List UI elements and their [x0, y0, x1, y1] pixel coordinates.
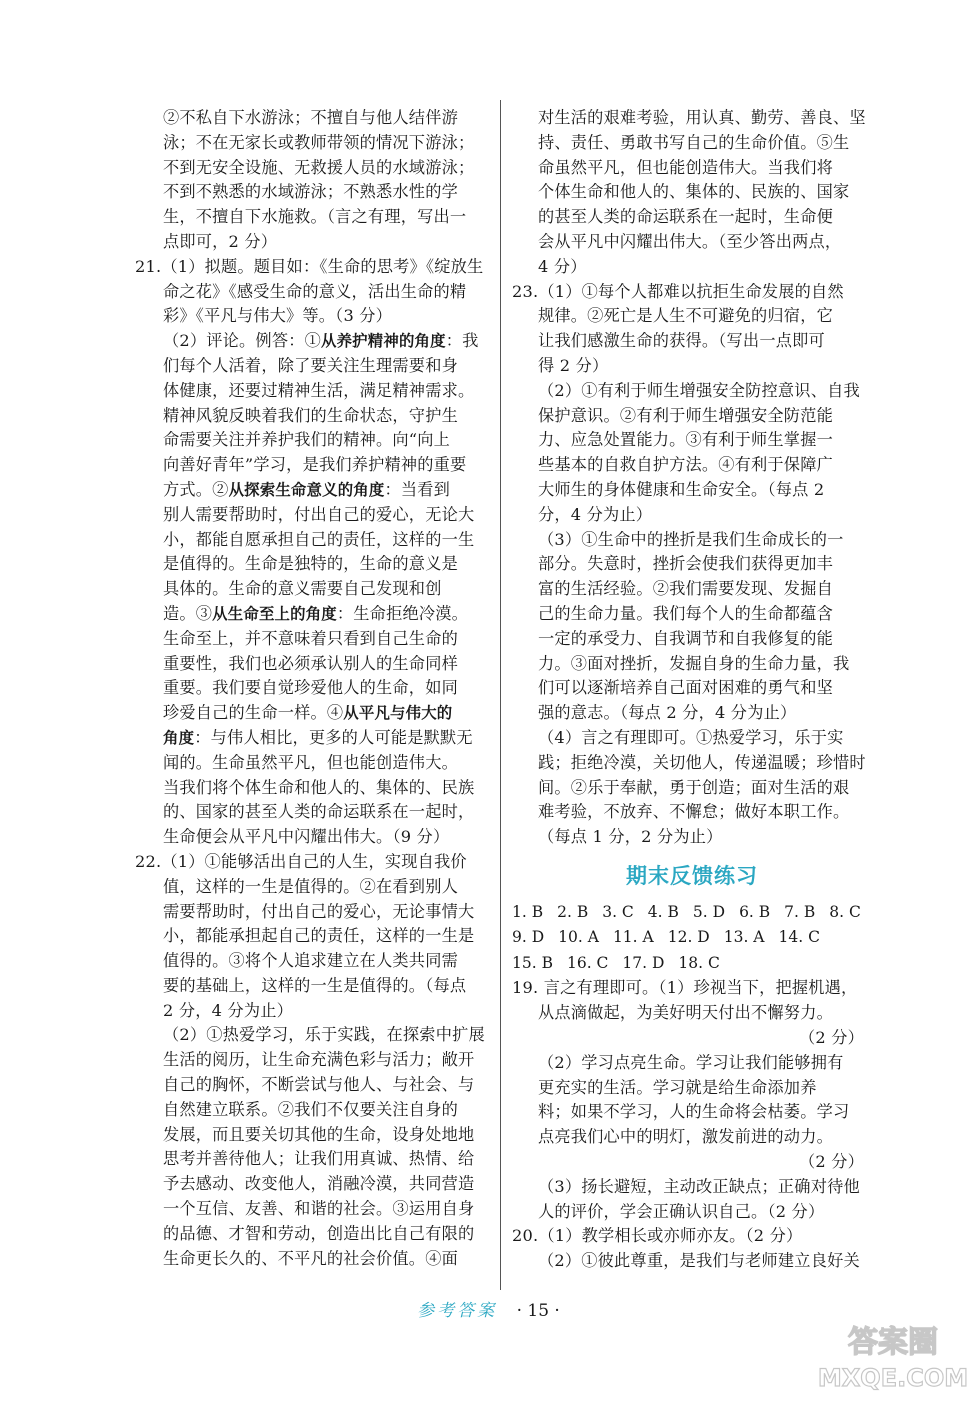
text-line [512, 676, 872, 701]
line-text: 值，这样的一生是值得的。②在看到别人 [163, 876, 458, 896]
text-line [135, 478, 485, 503]
text-line [135, 1098, 485, 1123]
text-line [512, 528, 872, 553]
line-text: （2）①彼此尊重，是我们与老师建立良好关 [538, 1251, 860, 1271]
text-line [135, 875, 485, 900]
text-line [135, 1197, 485, 1222]
line-text: 4 分） [538, 256, 587, 276]
answer-item: 14. C [778, 928, 820, 947]
text-line [135, 205, 485, 230]
text-line [512, 255, 872, 280]
text-line [135, 974, 485, 999]
text-line [135, 156, 485, 181]
line-text: 保护意识。②有利于师生增强安全防范能 [538, 405, 833, 425]
watermark-text-top: 答案圈 [848, 1325, 938, 1360]
text-line [512, 205, 872, 230]
line-text: 强的意志。（每点 2 分，4 分为止） [538, 703, 797, 723]
line-text: 值得的。③将个人追求建立在人类共同需 [163, 951, 458, 971]
answer-item: 3. C [602, 902, 634, 921]
text-line [135, 552, 485, 577]
line-text-tail: ：当看到 [384, 479, 451, 499]
section-title: 期末反馈练习 [626, 863, 758, 888]
text-line [135, 800, 485, 825]
text-line [135, 999, 485, 1024]
line-text: 是值得的。生命是独特的，生命的意义是 [163, 554, 458, 574]
text-line [512, 230, 872, 255]
line-text: （3）扬长避短，主动改正缺点；正确对待他 [538, 1176, 860, 1196]
answer-item: 10. A [558, 928, 599, 947]
text-line [512, 478, 872, 503]
line-text: （2 分） [798, 1151, 864, 1171]
answer-row [512, 900, 872, 926]
text-line [135, 1172, 485, 1197]
line-text-tail: ：我 [445, 331, 479, 351]
line-text: 2 分，4 分为止） [163, 1000, 294, 1020]
text-line [512, 304, 872, 329]
line-text: 命虽然平凡，但也能创造伟大。当我们将 [538, 157, 833, 177]
answer-item: 9. D [512, 928, 545, 947]
answer-item: 13. A [723, 928, 765, 947]
text-line [135, 676, 485, 701]
line-text: 生命至上，并不意味着只看到自己生命的 [163, 628, 458, 648]
text-line [512, 726, 872, 751]
text-line [135, 404, 485, 429]
text-line [512, 453, 872, 478]
text-line [512, 1224, 872, 1249]
text-line [135, 1123, 485, 1148]
line-text: 持、责任、勇敢书写自己的生命价值。⑤生 [538, 132, 850, 152]
text-line [512, 1001, 872, 1026]
line-text: 个体生命和他人的、集体的、民族的、国家 [538, 182, 850, 202]
line-text: 一定的承受力、自我调节和自我修复的能 [538, 628, 833, 648]
text-line [512, 800, 872, 825]
line-text: 的、国家的甚至人类的命运联系在一起时， [163, 802, 475, 822]
text-line [512, 1150, 872, 1175]
line-text: 方式。② [163, 479, 229, 499]
line-text: 部分。失意时，挫折会使我们获得更加丰 [538, 554, 833, 574]
line-text: （3）①生命中的挫折是我们生命成长的一 [538, 529, 844, 549]
text-line [135, 577, 485, 602]
text-line [135, 652, 485, 677]
line-text: 富的生活经验。②我们需要发现、发掘自 [538, 579, 833, 599]
line-text: 的甚至人类的命运联系在一起时，生命便 [538, 207, 833, 227]
line-text: 让我们感激生命的获得。（写出一点即可 [538, 331, 825, 351]
text-line [512, 652, 872, 677]
answer-item: 5. D [692, 902, 726, 921]
line-text: 23.（1）①每个人都难以抗拒生命发展的自然 [512, 281, 844, 301]
bold-heading: 角度 [163, 728, 195, 747]
text-line [135, 503, 485, 528]
line-text: 具体的。生命的意义需要自己发现和创 [163, 579, 442, 599]
text-line [512, 329, 872, 354]
text-line [135, 627, 485, 652]
line-text: 命需要关注并养护我们的精神。向“向上 [163, 430, 451, 450]
text-line [135, 900, 485, 925]
bold-heading: 从生命至上的角度 [212, 604, 337, 623]
text-line [135, 329, 485, 354]
text-line [512, 106, 872, 131]
answer-item: 6. B [739, 902, 771, 921]
text-line [135, 751, 485, 776]
line-text: 些基本的自救自护方法。④有利于保障广 [538, 455, 833, 475]
footer-label: 参考答案 [417, 1301, 498, 1321]
line-text: 生活的阅历，让生命充满色彩与活力；敞开 [163, 1050, 475, 1070]
text-line [512, 428, 872, 453]
answer-item: 4. B [647, 902, 679, 921]
bold-heading: 从探索生命意义的角度 [228, 480, 385, 499]
multiple-choice-answers [512, 900, 872, 977]
text-line [512, 1100, 872, 1125]
text-line [512, 1026, 872, 1051]
line-text: 21.（1）拟题。题目如：《生命的思考》《绽放生 [135, 256, 484, 276]
text-line [135, 1048, 485, 1073]
text-line [135, 230, 485, 255]
line-text: （每点 1 分，2 分为止） [538, 827, 723, 847]
bold-heading: 从养护精神的角度 [321, 332, 446, 351]
text-line [512, 503, 872, 528]
watermark-logo [818, 1316, 968, 1396]
text-line [135, 1073, 485, 1098]
text-line [512, 627, 872, 652]
bold-heading: 从平凡与伟大的 [343, 704, 453, 723]
text-line [512, 776, 872, 801]
line-text: 难考验，不放弃、不懈怠；做好本职工作。 [538, 802, 850, 822]
line-text: 泳；不在无家长或教师带领的情况下游泳； [163, 132, 475, 152]
line-text: 小，都能承担起自己的责任，这样的一生是 [163, 926, 475, 946]
text-line [135, 1147, 485, 1172]
line-text: （2）①有利于师生增强安全防控意识、自我 [538, 380, 860, 400]
text-line [512, 1125, 872, 1150]
answer-item: 2. B [557, 902, 589, 921]
line-text: 思考并善待他人；让我们用真诚、热情、给 [163, 1149, 475, 1169]
line-text: 命之花》《感受生命的意义，活出生命的精 [163, 281, 467, 301]
line-text: （2）评论。例答：① [163, 331, 321, 351]
line-text: 小，都能自愿承担自己的责任，这样的一生 [163, 529, 475, 549]
text-line [135, 825, 485, 850]
text-line [135, 428, 485, 453]
text-line [135, 180, 485, 205]
line-text: 更充实的生活。学习就是给生命添加养 [538, 1077, 817, 1097]
line-text: （4）言之有理即可。①热爱学习，乐于实 [538, 727, 844, 747]
line-text: 自然建立联系。②我们不仅要关注自身的 [163, 1099, 458, 1119]
line-text: 需要帮助时，付出自己的爱心，无论事情大 [163, 901, 475, 921]
text-line [135, 528, 485, 553]
text-line [512, 379, 872, 404]
text-line [135, 280, 485, 305]
answer-row [512, 951, 872, 977]
line-text: （2 分） [798, 1028, 864, 1047]
text-line [135, 776, 485, 801]
answer-item: 12. D [667, 928, 710, 947]
answer-item: 7. B [784, 902, 816, 921]
line-text: 们可以逐渐培养自己面对困难的勇气和坚 [538, 678, 833, 698]
line-text: 彩》《平凡与伟大》等。（3 分） [163, 306, 393, 326]
line-text: 重要性，我们也必须承认别人的生命同样 [163, 653, 458, 673]
line-text: 规律。②死亡是人生不可避免的归宿，它 [538, 306, 833, 326]
line-text-tail: ：与伟人相比，更多的人可能是默默无 [194, 727, 473, 747]
text-line [512, 701, 872, 726]
column-divider [500, 100, 501, 1290]
text-line [135, 726, 485, 751]
text-line [512, 131, 872, 156]
line-text: 予去感动、改变他人，消融冷漠，共同营造 [163, 1174, 475, 1194]
left-column [135, 106, 485, 1271]
answer-item: 1. B [512, 902, 544, 921]
text-line [135, 453, 485, 478]
line-text: 精神风貌反映着我们的生命状态，守护生 [163, 405, 458, 425]
line-text: 重要。我们要自觉珍爱他人的生命，如同 [163, 678, 458, 698]
line-text: 生，不擅自下水施救。（言之有理，写出一 [163, 207, 467, 227]
right-column [512, 106, 872, 1274]
line-text: 力。③面对挫折，发掘自身的生命力量，我 [538, 653, 850, 673]
text-line [512, 180, 872, 205]
line-text: 对生活的艰难考验，用认真、勤劳、善良、坚 [538, 108, 866, 127]
line-text: 当我们将个体生命和他人的、集体的、民族 [163, 777, 475, 797]
answer-item: 11. A [612, 928, 654, 947]
text-line [512, 354, 872, 379]
line-text: 不到不熟悉的水域游泳；不熟悉水性的学 [163, 182, 458, 202]
line-text: 会从平凡中闪耀出伟大。（至少答出两点， [538, 231, 842, 251]
line-text: 别人需要帮助时，付出自己的爱心，无论大 [163, 504, 475, 524]
text-line [512, 577, 872, 602]
line-text: 人的评价，学会正确认识自己。（2 分） [538, 1201, 825, 1221]
line-text: 从点滴做起，为美好明天付出不懈努力。 [538, 1003, 833, 1023]
line-text: 20.（1）教学相长或亦师亦友。（2 分） [512, 1226, 803, 1246]
text-line [512, 404, 872, 429]
line-text-tail: ：生命拒绝冷漠。 [336, 603, 469, 623]
text-line [512, 1051, 872, 1076]
line-text: 点亮我们心中的明灯，激发前进的动力。 [538, 1127, 833, 1147]
answer-item: 17. D [622, 953, 665, 972]
line-text: 22.（1）①能够活出自己的人生，实现自我价 [135, 851, 467, 871]
page-number: · 15 · [516, 1301, 560, 1321]
line-text: 们每个人活着，除了要关注生理需要和身 [163, 355, 458, 375]
line-text: 不到无安全设施、无救援人员的水域游泳； [163, 157, 475, 177]
answer-item: 18. C [678, 953, 720, 972]
text-line [512, 1076, 872, 1101]
text-line [135, 949, 485, 974]
text-line [135, 106, 485, 131]
line-text: 体健康，还要过精神生活，满足精神需求。 [163, 380, 475, 400]
line-text: 践；拒绝冷漠，关切他人，传递温暖；珍惜时 [538, 752, 866, 772]
line-text: 力、应急处置能力。③有利于师生掌握一 [538, 430, 833, 450]
text-line [135, 602, 485, 627]
line-text: 点即可，2 分） [163, 231, 278, 251]
answer-row [512, 925, 872, 951]
text-line [135, 354, 485, 379]
text-line [135, 1023, 485, 1048]
line-text: 要的基础上，这样的一生是值得的。（每点 [163, 975, 467, 995]
line-text: 向善好青年”学习，是我们养护精神的重要 [163, 455, 467, 475]
answer-item: 16. C [566, 953, 609, 972]
line-text: 分，4 分为止） [538, 504, 653, 524]
text-line [135, 131, 485, 156]
watermark-text-bottom: MXQE.COM [818, 1364, 968, 1392]
text-line [512, 751, 872, 776]
line-text: 大师生的身体健康和生命安全。（每点 2 [538, 479, 825, 499]
text-line [135, 304, 485, 329]
line-text: 自己的胸怀，不断尝试与他人、与社会、与 [163, 1075, 475, 1095]
line-text: 己的生命力量。我们每个人的生命都蕴含 [538, 603, 833, 623]
text-line [135, 924, 485, 949]
answer-item: 8. C [829, 902, 861, 921]
right-answers-top [512, 106, 872, 850]
line-text: 造。③ [163, 603, 213, 623]
text-line [135, 701, 485, 726]
line-text: 珍爱自己的生命一样。④ [163, 703, 344, 723]
text-line [512, 825, 872, 850]
line-text: 的品德、才智和劳动，创造出比自己有限的 [163, 1223, 475, 1243]
text-line [135, 379, 485, 404]
answer-item: 15. B [512, 953, 553, 972]
text-line [135, 1222, 485, 1247]
line-text: （2）学习点亮生命。学习让我们能够拥有 [538, 1052, 844, 1072]
text-line [512, 280, 872, 305]
line-text: 生命更长久的、不平凡的社会价值。④面 [163, 1248, 458, 1268]
text-line [512, 1249, 872, 1274]
line-text: ②不私自下水游泳；不擅自与他人结伴游 [163, 108, 458, 127]
right-answers-bottom [512, 976, 872, 1274]
line-text: 闻的。生命虽然平凡，但也能创造伟大。 [163, 752, 458, 772]
text-line [135, 1247, 485, 1272]
text-line [135, 850, 485, 875]
line-text: 生命便会从平凡中闪耀出伟大。（9 分） [163, 827, 450, 847]
line-text: 发展，而且要关切其他的生命，设身处地地 [163, 1124, 475, 1144]
text-line [512, 602, 872, 627]
line-text: 料；如果不学习，人的生命将会枯萎。学习 [538, 1102, 850, 1122]
text-line [512, 976, 872, 1001]
text-line [135, 255, 485, 280]
line-text: （2）①热爱学习，乐于实践，在探索中扩展 [163, 1025, 485, 1045]
line-text: 一个互信、友善、和谐的社会。③运用自身 [163, 1199, 475, 1219]
line-text: 19. 言之有理即可。（1）珍视当下，把握机遇， [512, 978, 858, 998]
text-line [512, 156, 872, 181]
text-line [512, 1175, 872, 1200]
text-line [512, 552, 872, 577]
text-line [512, 1200, 872, 1225]
line-text: 得 2 分） [538, 355, 609, 375]
line-text: 间。②乐于奉献，勇于创造；面对生活的艰 [538, 777, 850, 797]
